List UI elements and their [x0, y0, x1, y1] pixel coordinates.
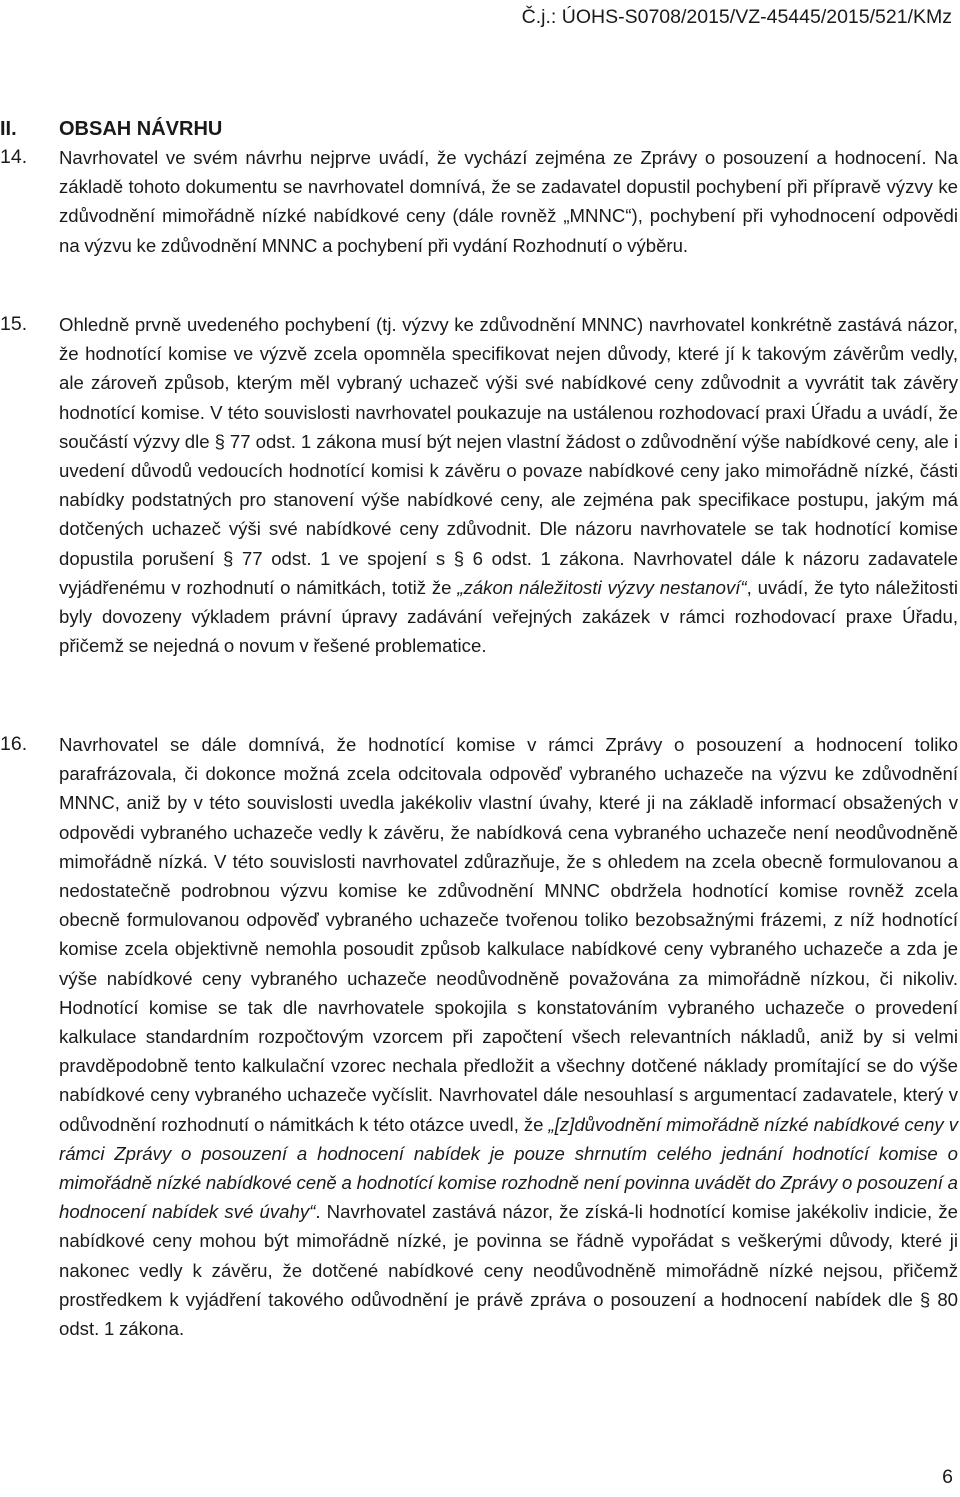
paragraph-number: 15.	[0, 313, 28, 335]
quoted-text: „[z]důvodnění mimořádně nízké nabídkové ceny v rámci Zprávy o posouzení a hodnocení nabídek je pouze shrnutím celého jednání hodnotící komise o mimořádně nízké nabídkové ceně a hodnotící komise rozhodně není povinna uvádět do Zprávy o posouzení a hodnocení nabídek své úvahy“	[59, 1113, 958, 1223]
paragraph-text	[59, 310, 958, 660]
section-title: OBSAH NÁVRHU	[59, 118, 223, 140]
paragraph-text-part: , uvádí, že tyto náležitosti byly dovozeny výkladem právní úpravy zadávání veřejných zakázek v rámci rozhodovací praxe Úřadu, přičemž se nejedná o novum v řešené problematice.	[59, 576, 958, 657]
paragraph-number: 14.	[0, 146, 28, 168]
section-number: II.	[0, 118, 17, 140]
paragraph-text-part: . Navrhovatel zastává názor, že získá-li hodnotící komise jakékoliv indicie, že nabídkové ceny mohou být mimořádně nízké, je povinna se řádně vypořádat s veškerými důvody, které ji nakonec vedly k závěru, že dotčené nabídkové ceny neodůvodněně mimořádně nízké nejsou, přičemž prostředkem k vyjádření takového odůvodnění je právě zpráva o posouzení a hodnocení nabídek dle § 80 odst. 1 zákona.	[59, 1201, 958, 1340]
case-reference: Č.j.: ÚOHS-S0708/2015/VZ-45445/2015/521/KMz	[521, 6, 952, 28]
paragraph-number: 16.	[0, 733, 28, 755]
paragraph-text-part: Ohledně prvně uvedeného pochybení (tj. výzvy ke zdůvodnění MNNC) navrhovatel konkrétně zastává názor, že hodnotící komise ve výzvě zcela opomněla specifikovat nejen důvody, které jí k takovým závěrům vedly, ale zároveň způsob, kterým měl vybraný uchazeč výši své nabídkové ceny zdůvodnit a vyvrátit tak závěry hodnotící komise. V této souvislosti navrhovatel poukazuje na ustálenou rozhodovací praxi Úřadu a uvádí, že součástí výzvy dle § 77 odst. 1 zákona musí být nejen vlastní žádost o zdůvodnění výše nabídkové ceny, ale i uvedení důvodů vedoucích hodnotící komisi k závěru o povaze nabídkové ceny jako mimořádně nízké, části nabídky podstatných pro stanovení výše nabídkové ceny, ale zejména pak specifikace postupu, jakým má dotčených uchazeč výši své nabídkové ceny zdůvodnit. Dle názoru navrhovatele se tak hodnotící komise dopustila porušení § 77 odst. 1 ve spojení s § 6 odst. 1 zákona. Navrhovatel dále k názoru zadavatele vyjádřenému v rozhodnutí o námitkách, totiž že	[59, 314, 958, 598]
page-number: 6	[942, 1466, 953, 1488]
paragraph-text: Navrhovatel ve svém návrhu nejprve uvádí, že vychází zejména ze Zprávy o posouzení a hodnocení. Na základě tohoto dokumentu se navrhovatel domnívá, že se zadavatel dopustil pochybení při přípravě výzvy ke zdůvodnění mimořádně nízké nabídkové ceny (dále rovněž „MNNC“), pochybení při vyhodnocení odpovědi na výzvu ke zdůvodnění MNNC a pochybení při vydání Rozhodnutí o výběru.	[59, 147, 958, 256]
quoted-text: „zákon náležitosti výzvy nestanoví“	[457, 576, 747, 598]
paragraph-text	[59, 730, 958, 1343]
paragraph-text-part: Navrhovatel se dále domnívá, že hodnotící komise v rámci Zprávy o posouzení a hodnocení toliko parafrázovala, či dokonce možná zcela odcitovala odpověď vybraného uchazeče na výzvu ke zdůvodnění MNNC, aniž by v této souvislosti uvedla jakékoliv vlastní úvahy, které ji na základě informací obsažených v odpovědi vybraného uchazeče vedly k závěru, že nabídková cena vybraného uchazeče není neodůvodněně mimořádně nízká. V této souvislosti navrhovatel zdůrazňuje, že s ohledem na zcela obecně formulovanou a nedostatečně podrobnou výzvu komise ke zdůvodnění MNNC obdržela hodnotící komise rovněž zcela obecně formulovanou odpověď vybraného uchazeče tvořenou toliko bezobsažnými frázemi, z níž hodnotící komise zcela objektivně nemohla posoudit způsob kalkulace nabídkové ceny vybraného uchazeče a zda je výše nabídkové ceny vybraného uchazeče neodůvodněně považována za mimořádně nízkou, či nikoliv. Hodnotící komise se tak dle navrhovatele spokojila s konstatováním vybraného uchazeče o provedení kalkulace standardním rozpočtovým vzorcem při započtení všech relevantních nákladů, aniž by si velmi pravděpodobně tento kalkulační vzorec nechala předložit a všechny dotčené náklady promítající se do výše nabídkové ceny vybraného uchazeče vyčíslit. Navrhovatel dále nesouhlasí s argumentací zadavatele, který v odůvodnění rozhodnutí o námitkách k této otázce uvedl, že	[59, 734, 958, 1135]
